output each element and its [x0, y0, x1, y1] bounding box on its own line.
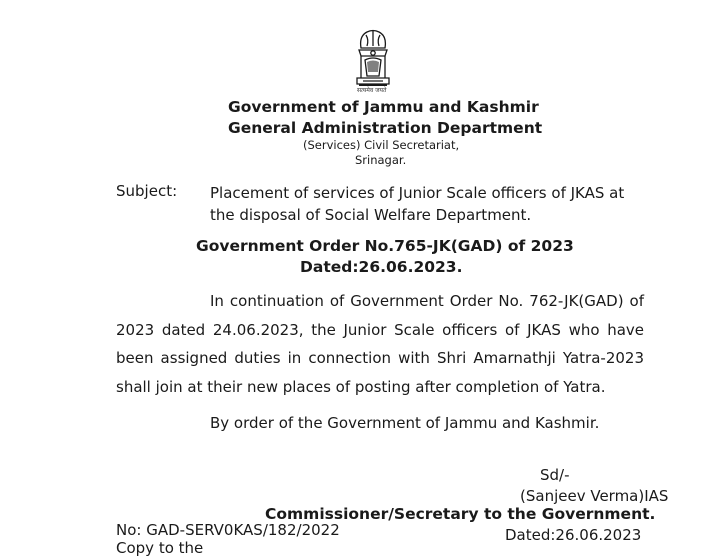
copy-to-line: Copy to the — [116, 539, 204, 557]
header-city: Srinagar. — [355, 153, 407, 167]
body-line: In continuation of Government Order No. 762-JK(GAD) of — [210, 292, 644, 310]
signatory-name: (Sanjeev Verma)IAS — [520, 487, 669, 505]
body-line: 2023 dated 24.06.2023, the Junior Scale officers of JKAS who have — [116, 320, 644, 339]
header-office: (Services) Civil Secretariat, — [303, 138, 460, 152]
footer-date: Dated:26.06.2023 — [505, 526, 642, 544]
order-date: Dated:26.06.2023. — [300, 258, 463, 276]
signature-mark: Sd/- — [540, 466, 570, 484]
signatory-designation: Commissioner/Secretary to the Government. — [265, 505, 656, 523]
emblem-motto: सत्यमेव जयते — [357, 87, 387, 94]
body-line: shall join at their new places of posting after completion of Yatra. — [116, 377, 606, 396]
order-body — [116, 287, 644, 401]
subject-text — [210, 182, 624, 226]
order-title: Government Order No.765-JK(GAD) of 2023 — [196, 237, 574, 255]
reference-number: No: GAD-SERV0KAS/182/2022 — [116, 521, 340, 539]
subject-line: the disposal of Social Welfare Department. — [210, 206, 532, 224]
header-department: General Administration Department — [228, 119, 543, 137]
state-emblem-icon — [347, 26, 399, 92]
header-government: Government of Jammu and Kashmir — [228, 98, 539, 116]
body-line: been assigned duties in connection with Shri Amarnathji Yatra-2023 — [116, 349, 644, 367]
subject-line: Placement of services of Junior Scale officers of JKAS at — [210, 184, 625, 202]
subject-label: Subject: — [116, 182, 178, 200]
by-order-line: By order of the Government of Jammu and Kashmir. — [210, 414, 600, 432]
